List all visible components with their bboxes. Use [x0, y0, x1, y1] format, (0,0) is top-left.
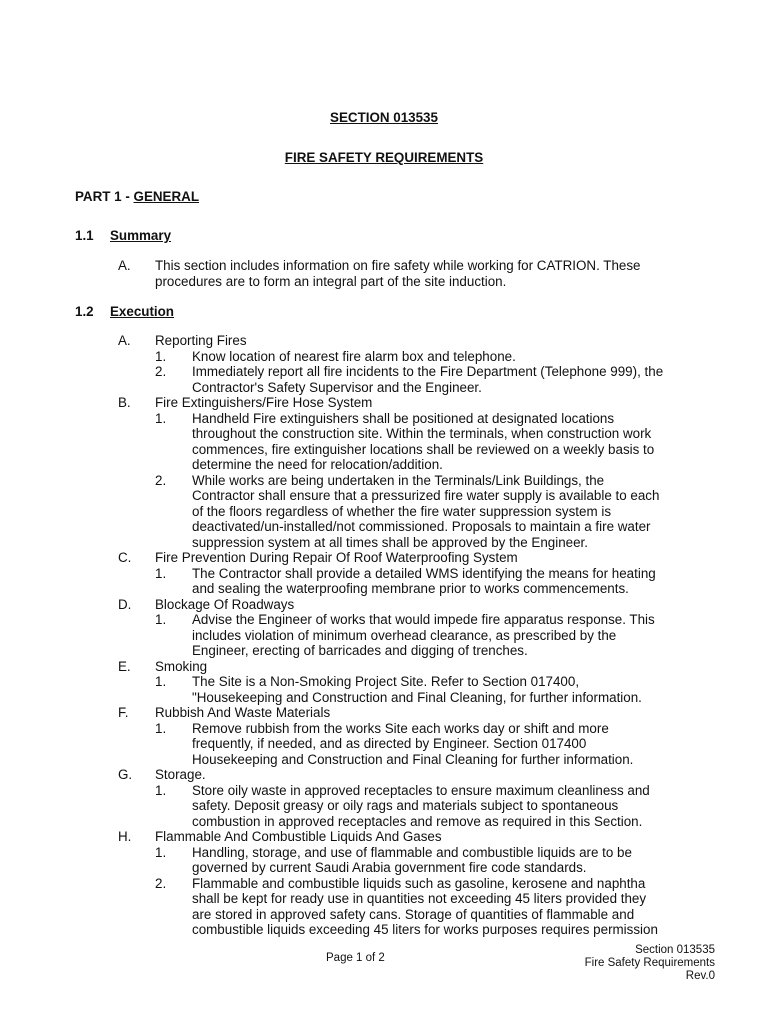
- sub-item-number: 1.: [155, 410, 167, 426]
- list-item: [0, 705, 768, 721]
- part-heading: [75, 189, 199, 205]
- summary-a-line: procedures are to form an integral part of the site induction.: [155, 273, 507, 289]
- sub-item-number: 2.: [155, 472, 167, 488]
- sub-item-number: 1.: [155, 782, 167, 798]
- footer-title: Fire Safety Requirements: [584, 957, 715, 969]
- footer-revision: Rev.0: [685, 970, 715, 982]
- sub-item-line: Handling, storage, and use of flammable and combustible liquids are to be: [192, 844, 632, 860]
- sub-item-number: 1.: [155, 720, 167, 736]
- sub-item-line: suppression system at all times shall be approved by the Engineer.: [192, 534, 588, 550]
- footer-section: Section 013535: [635, 944, 715, 956]
- sub-item: [0, 411, 768, 473]
- section-1-2-number: 1.2: [75, 304, 94, 319]
- sub-item-line: deactivated/un-installed/not commissioned. Proposals to maintain a fire water: [192, 519, 651, 534]
- sub-item-line: are stored in approved safety cans. Storage of quantities of flammable and: [192, 906, 635, 922]
- item-title: Rubbish And Waste Materials: [155, 705, 331, 720]
- sub-item-line: Handheld Fire extinguishers shall be positioned at designated locations: [192, 410, 615, 426]
- sub-item-line: The Site is a Non-Smoking Project Site. Refer to Section 017400,: [192, 674, 580, 689]
- item-title: Flammable And Combustible Liquids And Gases: [155, 829, 442, 844]
- sub-item-line: Know location of nearest fire alarm box and telephone.: [192, 348, 516, 364]
- sub-item-number: 2.: [155, 364, 167, 379]
- sub-item-line: "Housekeeping and Construction and Final Cleaning, for further information.: [192, 689, 642, 705]
- sub-item: [0, 783, 768, 830]
- item-title: Blockage Of Roadways: [155, 596, 295, 612]
- sub-item-number: 1.: [155, 612, 167, 627]
- item-title: Reporting Fires: [155, 333, 247, 348]
- sub-item-line: While works are being undertaken in the Terminals/Link Buildings, the: [192, 472, 605, 488]
- item-label: F.: [118, 705, 129, 720]
- sub-item-line: throughout the construction site. Within the terminals, when construction work: [192, 426, 652, 441]
- sub-item-line: of the floors regardless of whether the fire water suppression system is: [192, 503, 612, 519]
- sub-item-line: Immediately report all fire incidents to the Fire Department (Telephone 999), the: [192, 364, 664, 379]
- sub-item-line: Store oily waste in approved receptacles to ensure maximum cleanliness and: [192, 782, 650, 798]
- item-title: Fire Prevention During Repair Of Roof Waterproofing System: [155, 550, 518, 565]
- list-item: [0, 550, 768, 566]
- sub-item-number: 1.: [155, 565, 167, 581]
- section-1-1-number: 1.1: [75, 228, 94, 243]
- section-title: SECTION 013535: [330, 110, 438, 125]
- sub-item: [0, 364, 768, 395]
- sub-item-line: Contractor shall ensure that a pressurized fire water supply is available to each: [192, 488, 660, 503]
- sub-item-line: safety. Deposit greasy or oily rags and materials subject to spontaneous: [192, 798, 619, 813]
- sub-item-number: 1.: [155, 348, 167, 364]
- sub-item-line: The Contractor shall provide a detailed WMS identifying the means for heating: [192, 565, 656, 581]
- summary-a-text: [155, 258, 640, 289]
- item-label: H.: [118, 829, 132, 844]
- page-number: Page 1 of 2: [326, 952, 385, 964]
- sub-item: [0, 612, 768, 659]
- list-item: [0, 659, 768, 675]
- summary-a-label: A.: [118, 258, 131, 273]
- document-title: FIRE SAFETY REQUIREMENTS: [284, 150, 484, 165]
- list-item: [0, 767, 768, 783]
- sub-item-line: commences, fire extinguisher locations shall be reviewed on a weekly basis to: [192, 441, 655, 457]
- sub-item-line: and sealing the waterproofing membrane prior to works commencements.: [192, 581, 629, 596]
- sub-item-line: determine the need for relocation/addition.: [192, 457, 443, 472]
- sub-item-line: shall be kept for ready use in quantities not exceeding 45 liters provided they: [192, 891, 647, 906]
- section-1-1-title: Summary: [110, 228, 172, 243]
- sub-item-number: 1.: [155, 844, 167, 860]
- sub-item: [0, 349, 768, 365]
- sub-item: [0, 876, 768, 938]
- list-item: [0, 597, 768, 613]
- item-title: Fire Extinguishers/Fire Hose System: [155, 395, 373, 410]
- sub-item: [0, 721, 768, 768]
- list-item: [0, 395, 768, 411]
- sub-item-line: governed by current Saudi Arabia government fire code standards.: [192, 860, 587, 875]
- sub-item: [0, 473, 768, 551]
- sub-item-line: Engineer, erecting of barricades and digging of trenches.: [192, 643, 528, 658]
- sub-item-number: 1.: [155, 674, 167, 689]
- list-item: [0, 829, 768, 845]
- item-label: G.: [118, 767, 133, 782]
- sub-item-line: Flammable and combustible liquids such as gasoline, kerosene and naphtha: [192, 875, 646, 891]
- item-label: D.: [118, 596, 132, 612]
- list-item: [0, 333, 768, 349]
- item-title: Storage.: [155, 767, 206, 782]
- sub-item-line: combustible liquids exceeding 45 liters for works purposes requires permission: [192, 922, 658, 937]
- sub-item-line: frequently, if needed, and as directed by Engineer. Section 017400: [192, 736, 587, 751]
- sub-item-line: Housekeeping and Construction and Final Cleaning for further information.: [192, 751, 634, 767]
- item-title: Smoking: [155, 658, 208, 674]
- sub-item-line: Remove rubbish from the works Site each works day or shift and more: [192, 720, 609, 736]
- item-label: A.: [118, 333, 131, 348]
- item-label: C.: [118, 550, 132, 565]
- sub-item: [0, 845, 768, 876]
- footer-block: [585, 944, 715, 983]
- sub-item: [0, 566, 768, 597]
- execution-list: [0, 333, 768, 938]
- sub-item-line: Advise the Engineer of works that would impede fire apparatus response. This: [192, 612, 655, 627]
- summary-a-line: This section includes information on fire safety while working for CATRION. These: [155, 258, 641, 273]
- sub-item-line: combustion in approved receptacles and remove as required in this Section.: [192, 813, 643, 829]
- sub-item: [0, 674, 768, 705]
- part-name: GENERAL: [133, 189, 200, 204]
- sub-item-number: 2.: [155, 875, 167, 891]
- item-label: E.: [118, 658, 131, 674]
- sub-item-line: Contractor's Safety Supervisor and the Engineer.: [192, 379, 482, 395]
- item-label: B.: [118, 395, 131, 410]
- sub-item-line: includes violation of minimum overhead clearance, as prescribed by the: [192, 627, 617, 643]
- part-prefix: PART 1 -: [75, 189, 134, 204]
- section-1-2-title: Execution: [110, 304, 174, 319]
